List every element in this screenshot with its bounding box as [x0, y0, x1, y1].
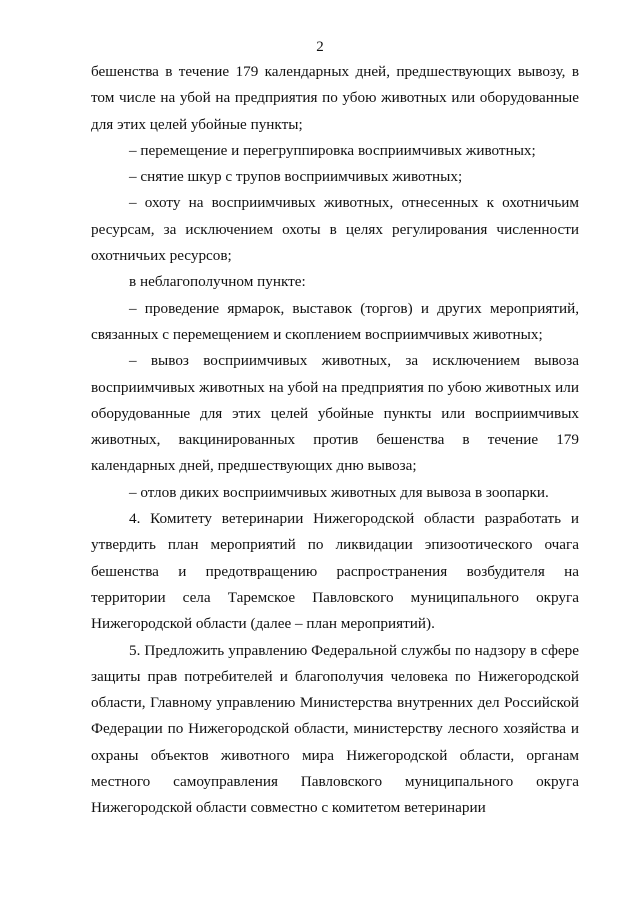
paragraph-restriction-capture: – отлов диких восприимчивых животных для вывоза в зоопарки. — [129, 483, 549, 501]
paragraph-item-4: 4. Комитету ветеринарии Нижегородской области разработать и утвердить план мероприятий по ликвидации эпизоотического очага бешенства и предотвращению распространения возбудителя на территории села Таремское Павловского муниципального округа Нижегородской области (далее – план мероприятий). — [91, 510, 579, 633]
paragraph-restriction-skinning: – снятие шкур с трупов восприимчивых животных; — [129, 168, 463, 186]
paragraph-continuation: бешенства в течение 179 календарных дней, предшествующих вывозу, в том числе на убой на предприятия по убою животных или оборудованные для этих целей убойные пункты; — [91, 63, 579, 133]
paragraph-heading-unfavorable-point: в неблагополучном пункте: — [129, 273, 306, 291]
document-body — [91, 59, 579, 822]
paragraph-restriction-regrouping: – перемещение и перегруппировка восприимчивых животных; — [129, 141, 536, 159]
paragraph-restriction-fairs: – проведение ярмарок, выставок (торгов) и других мероприятий, связанных с перемещением и скоплением восприимчивых животных; — [91, 299, 579, 343]
paragraph-item-5: 5. Предложить управлению Федеральной службы по надзору в сфере защиты прав потребителей и благополучия человека по Нижегородской области, Главному управлению Министерства внутренних дел Российской Федерации по Нижегородской области, министерству лесного хозяйства и охраны объектов животного мира Нижегородской области, органам местного самоуправления Павловского муниципального округа Нижегородской области совместно с комитетом ветеринарии — [91, 641, 579, 817]
paragraph-restriction-export: – вывоз восприимчивых животных, за исключением вывоза восприимчивых животных на убой на предприятия по убою животных или оборудованные для этих целей убойные пункты или восприимчивых животных, вакцинированных против бешенства в течение 179 календарных дней, предшествующих дню вывоза; — [91, 352, 579, 475]
paragraph-restriction-hunting: – охоту на восприимчивых животных, отнесенных к охотничьим ресурсам, за исключением охоты в целях регулирования численности охотничьих ресурсов; — [91, 194, 579, 265]
page-number: 2 — [316, 39, 324, 55]
